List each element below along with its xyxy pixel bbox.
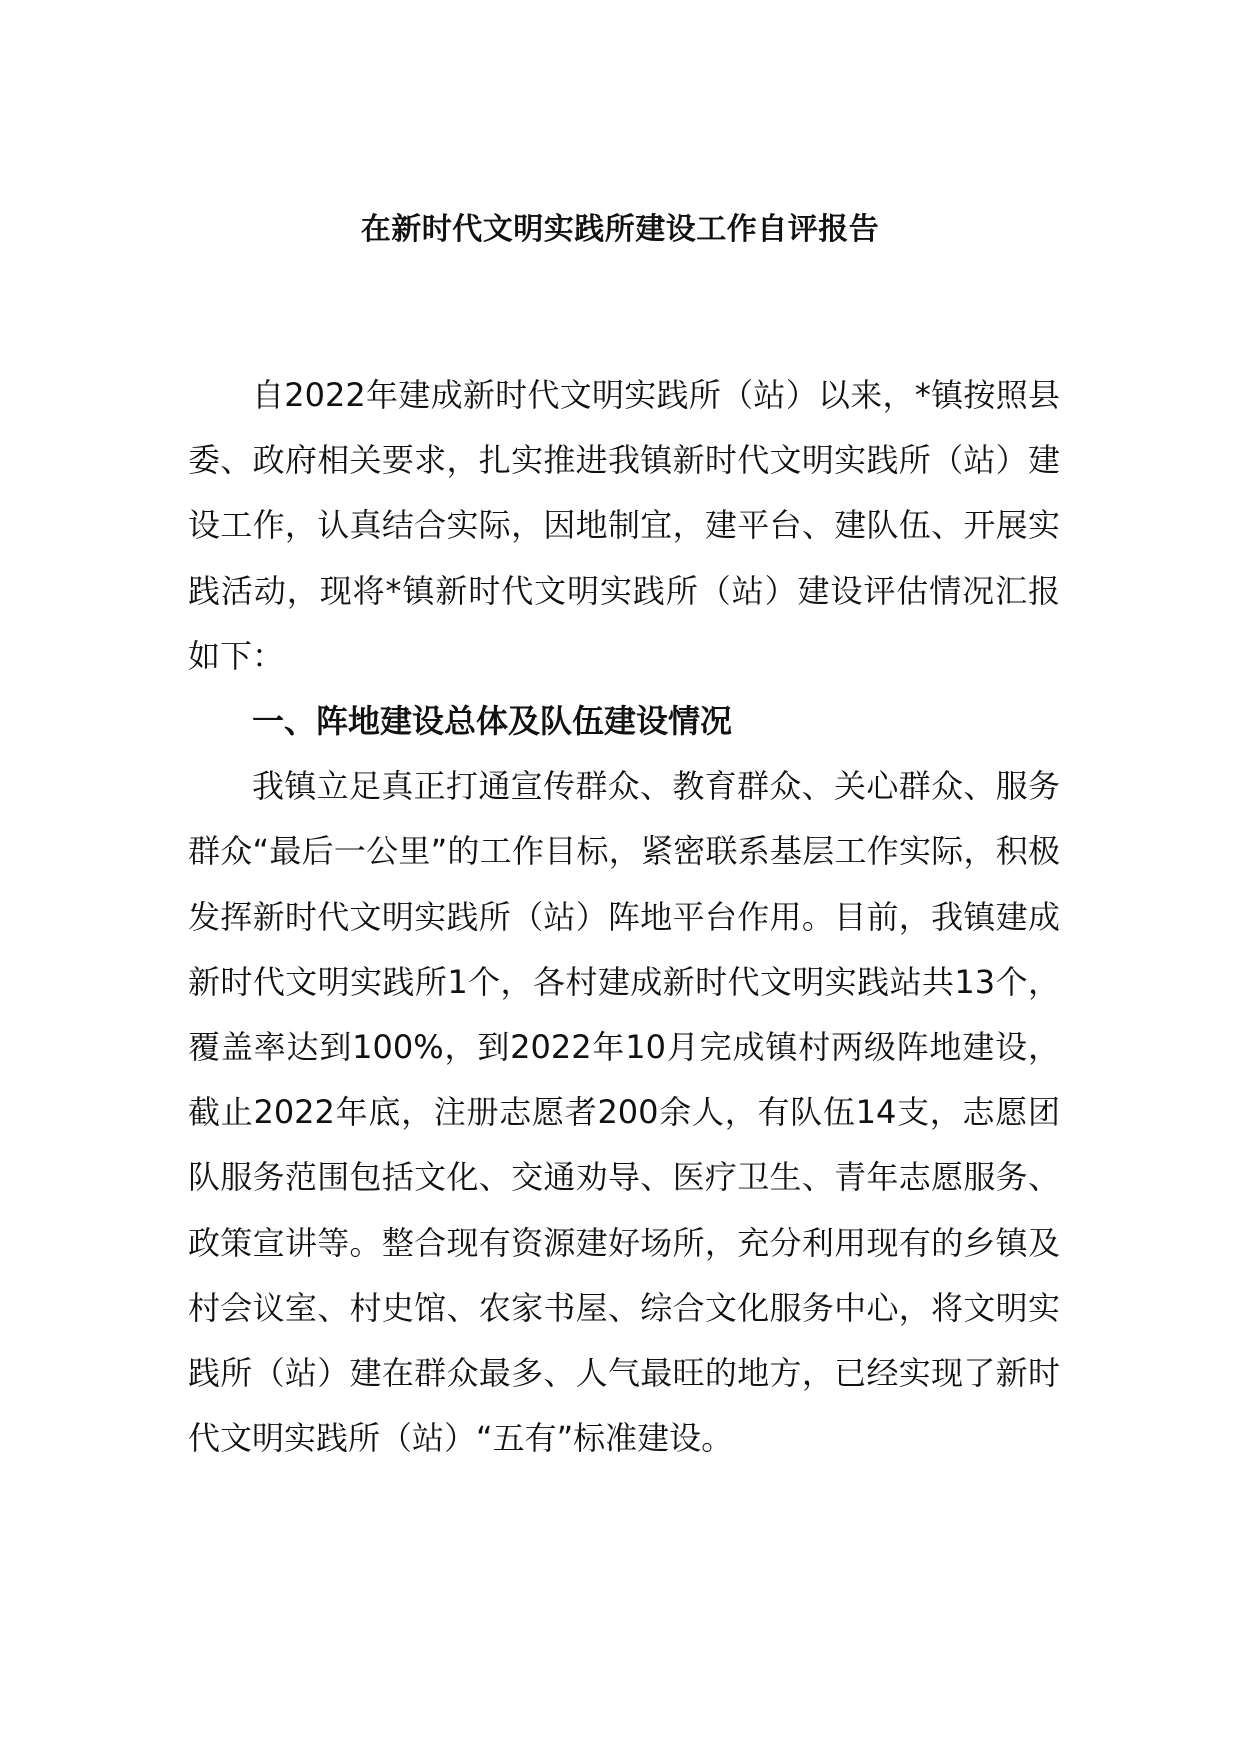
document-body [188, 363, 1060, 1471]
section-paragraph: 我镇立足真正打通宣传群众、教育群众、关心群众、服务群众“最后一公里”的工作目标，紧密联系基层工作实际，积极发挥新时代文明实践所（站）阵地平台作用。目前，我镇建成新时代文明实践所1个，各村建成新时代文明实践站共13个，覆盖率达到100%，到2022年10月完成镇村两级阵地建设，截止2022年底，注册志愿者200余人，有队伍14支，志愿团队服务范围包括文化、交通劝导、医疗卫生、青年志愿服务、政策宣讲等。整合现有资源建好场所，充分利用现有的乡镇及村会议室、村史馆、农家书屋、综合文化服务中心，将文明实践所（站）建在群众最多、人气最旺的地方，已经实现了新时代文明实践所（站）“五有”标准建设。 [188, 767, 1060, 1458]
section-heading: 一、阵地建设总体及队伍建设情况 [252, 702, 733, 741]
document-title: 在新时代文明实践所建设工作自评报告 [360, 212, 880, 247]
intro-paragraph: 自2022年建成新时代文明实践所（站）以来，*镇按照县委、政府相关要求，扎实推进我镇新时代文明实践所（站）建设工作，认真结合实际，因地制宜，建平台、建队伍、开展实践活动，现将*镇新时代文明实践所（站）建设评估情况汇报如下： [188, 376, 1060, 675]
